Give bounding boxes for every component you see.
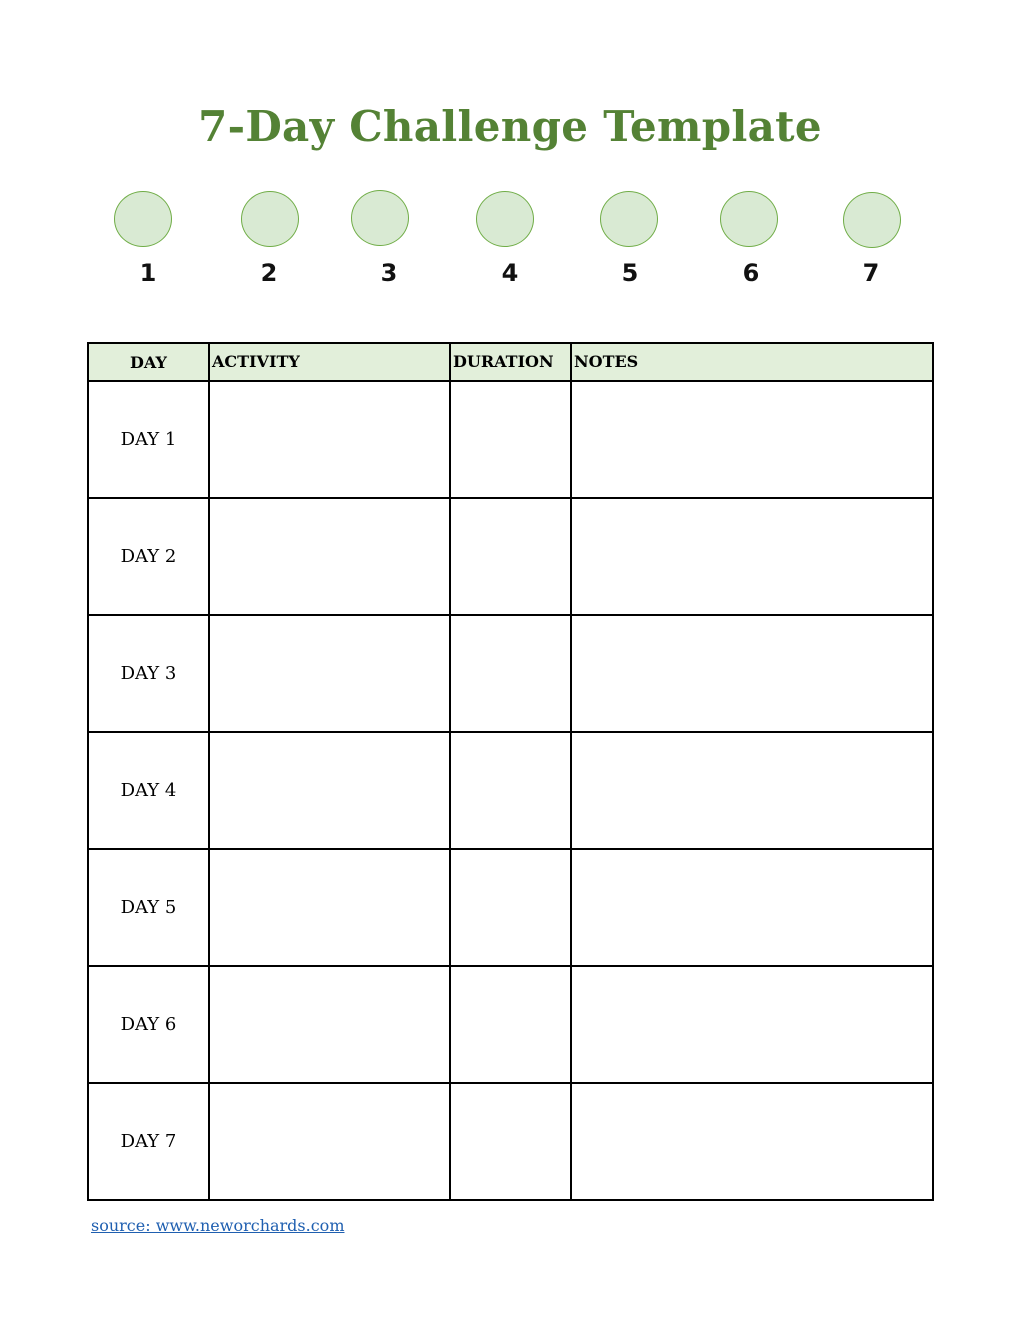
day-number-label: 7	[862, 259, 880, 287]
column-header-activity: ACTIVITY	[209, 343, 450, 381]
day-3-checkbox[interactable]	[351, 190, 409, 246]
activity-cell[interactable]	[209, 1083, 450, 1200]
day-2-checkbox[interactable]	[241, 191, 299, 247]
notes-cell[interactable]	[571, 966, 933, 1083]
column-header-notes: NOTES	[571, 343, 933, 381]
day-cell: DAY 2	[88, 498, 209, 615]
table-row	[88, 1083, 933, 1200]
day-5-checkbox[interactable]	[600, 191, 658, 247]
day-cell: DAY 5	[88, 849, 209, 966]
challenge-table	[87, 342, 934, 1201]
day-cell: DAY 6	[88, 966, 209, 1083]
duration-cell[interactable]	[450, 498, 571, 615]
activity-cell[interactable]	[209, 966, 450, 1083]
notes-cell[interactable]	[571, 1083, 933, 1200]
day-cell: DAY 7	[88, 1083, 209, 1200]
day-cell: DAY 3	[88, 615, 209, 732]
day-cell: DAY 1	[88, 381, 209, 498]
source-link[interactable]: source: www.neworchards.com	[91, 1216, 345, 1235]
activity-cell[interactable]	[209, 615, 450, 732]
day-number-label: 4	[501, 259, 519, 287]
notes-cell[interactable]	[571, 381, 933, 498]
duration-cell[interactable]	[450, 849, 571, 966]
column-header-day: DAY	[88, 343, 209, 381]
table-row	[88, 381, 933, 498]
day-7-checkbox[interactable]	[843, 192, 901, 248]
activity-cell[interactable]	[209, 849, 450, 966]
day-number-label: 2	[260, 259, 278, 287]
notes-cell[interactable]	[571, 732, 933, 849]
day-6-checkbox[interactable]	[720, 191, 778, 247]
table-row	[88, 966, 933, 1083]
activity-cell[interactable]	[209, 732, 450, 849]
notes-cell[interactable]	[571, 498, 933, 615]
activity-cell[interactable]	[209, 498, 450, 615]
day-number-label: 3	[380, 259, 398, 287]
duration-cell[interactable]	[450, 732, 571, 849]
column-header-duration: DURATION	[450, 343, 571, 381]
page-title: 7-Day Challenge Template	[198, 102, 822, 151]
activity-cell[interactable]	[209, 381, 450, 498]
duration-cell[interactable]	[450, 615, 571, 732]
day-1-checkbox[interactable]	[114, 191, 172, 247]
duration-cell[interactable]	[450, 1083, 571, 1200]
day-number-label: 5	[621, 259, 639, 287]
table-row	[88, 615, 933, 732]
day-number-label: 1	[139, 259, 157, 287]
day-number-label: 6	[742, 259, 760, 287]
notes-cell[interactable]	[571, 849, 933, 966]
duration-cell[interactable]	[450, 966, 571, 1083]
table-row	[88, 498, 933, 615]
notes-cell[interactable]	[571, 615, 933, 732]
table-row	[88, 849, 933, 966]
day-4-checkbox[interactable]	[476, 191, 534, 247]
duration-cell[interactable]	[450, 381, 571, 498]
table-header-row	[88, 343, 933, 381]
day-cell: DAY 4	[88, 732, 209, 849]
table-row	[88, 732, 933, 849]
